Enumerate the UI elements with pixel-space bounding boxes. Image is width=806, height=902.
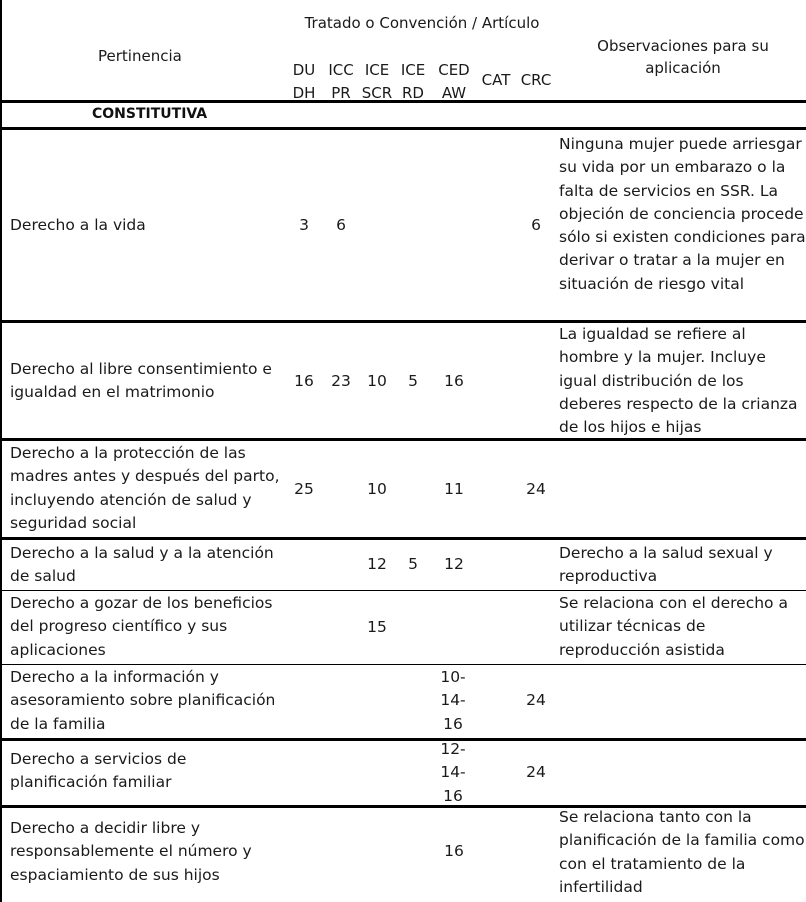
- header-col-cat: CAT: [481, 71, 511, 89]
- header-col-dudh: [288, 59, 320, 105]
- row-3-cedaw: 11: [444, 480, 464, 498]
- row-5-observaciones: Se relaciona con el derecho a utilizar técnicas de reproducción asistida: [559, 594, 788, 659]
- header-observaciones: Observaciones para su aplicación: [597, 37, 769, 77]
- row-6-crc: 24: [526, 691, 546, 709]
- header-col-dudh-line1: DU: [292, 61, 316, 79]
- row-2-icescr: 10: [367, 372, 387, 390]
- row-2-observaciones: La igualdad se refiere al hombre y la mujer. Incluye igual distribución de los deberes respecto de la crianza de los hijos e hijas: [559, 325, 798, 437]
- header-col-icescr-line1: ICE: [364, 61, 390, 79]
- row-2-icerd: 5: [408, 372, 418, 390]
- row-2-pertinencia: Derecho al libre consentimiento e igualdad en el matrimonio: [10, 360, 272, 402]
- header-col-iccpr-line2: PR: [331, 84, 351, 102]
- row-4-observaciones: Derecho a la salud sexual y reproductiva: [559, 544, 773, 586]
- row-2-dudh: 16: [294, 372, 314, 390]
- row-4-pertinencia: Derecho a la salud y a la atención de salud: [10, 544, 274, 586]
- row-3-icescr: 10: [367, 480, 387, 498]
- header-col-crc: CRC: [520, 71, 552, 89]
- header-col-cedaw: [434, 59, 474, 105]
- header-rule: [2, 100, 806, 103]
- row-5-icescr: 15: [367, 618, 387, 636]
- row-1-pertinencia: Derecho a la vida: [10, 216, 146, 234]
- row-3-rule: [2, 537, 806, 540]
- row-6-cedaw: 10-14-16: [440, 668, 466, 733]
- header-col-iccpr: [324, 59, 358, 105]
- row-7-crc: 24: [526, 763, 546, 781]
- row-3-dudh: 25: [294, 480, 314, 498]
- row-4-icescr: 12: [367, 555, 387, 573]
- header-col-icescr-line2: SCR: [361, 84, 393, 102]
- row-1-observaciones: Ninguna mujer puede arriesgar su vida por un embarazo o la falta de servicios en SSR. La objeción de conciencia procede sólo si existen condiciones para derivar o tratar a la mujer en situación de riesgo vital: [559, 135, 806, 293]
- row-2-cedaw: 16: [444, 372, 464, 390]
- row-3-pertinencia: Derecho a la protección de las madres antes y después del parto, incluyendo atención de salud y seguridad social: [10, 444, 280, 532]
- row-6-pertinencia: Derecho a la información y asesoramiento sobre planificación de la familia: [10, 668, 276, 733]
- row-6-rule: [2, 738, 806, 741]
- header-col-icerd-line1: ICE: [400, 61, 426, 79]
- row-8-cedaw: 16: [444, 842, 464, 860]
- header-col-iccpr-line1: ICC: [328, 61, 354, 79]
- row-3-crc: 24: [526, 480, 546, 498]
- row-4-rule: [2, 590, 806, 591]
- row-5-rule: [2, 664, 806, 665]
- row-7-pertinencia: Derecho a servicios de planificación familiar: [10, 750, 187, 792]
- header-col-icescr: [360, 59, 394, 105]
- row-7-cedaw: 12-14-16: [440, 740, 466, 805]
- header-tratado: Tratado o Convención / Artículo: [304, 14, 540, 32]
- row-4-cedaw: 12: [444, 555, 464, 573]
- header-pertinencia: Pertinencia: [98, 47, 182, 65]
- section-label: CONSTITUTIVA: [92, 106, 208, 122]
- row-1-iccpr: 6: [336, 216, 346, 234]
- row-1-dudh: 3: [299, 216, 309, 234]
- header-col-icerd: [397, 59, 429, 105]
- row-2-iccpr: 23: [331, 372, 351, 390]
- section-rule: [2, 127, 806, 130]
- row-2-rule: [2, 438, 806, 441]
- row-4-icerd: 5: [408, 555, 418, 573]
- header-col-cedaw-line2: AW: [441, 84, 467, 102]
- row-8-observaciones: Se relaciona tanto con la planificación de la familia como con el tratamiento de la infertilidad: [559, 808, 805, 896]
- row-1-crc: 6: [531, 216, 541, 234]
- header-col-cedaw-line1: CED: [438, 61, 470, 79]
- header-col-dudh-line2: DH: [292, 84, 316, 102]
- row-8-pertinencia: Derecho a decidir libre y responsablemente el número y espaciamiento de sus hijos: [10, 819, 252, 884]
- header-col-icerd-line2: RD: [402, 84, 424, 102]
- row-5-pertinencia: Derecho a gozar de los beneficios del progreso científico y sus aplicaciones: [10, 594, 273, 659]
